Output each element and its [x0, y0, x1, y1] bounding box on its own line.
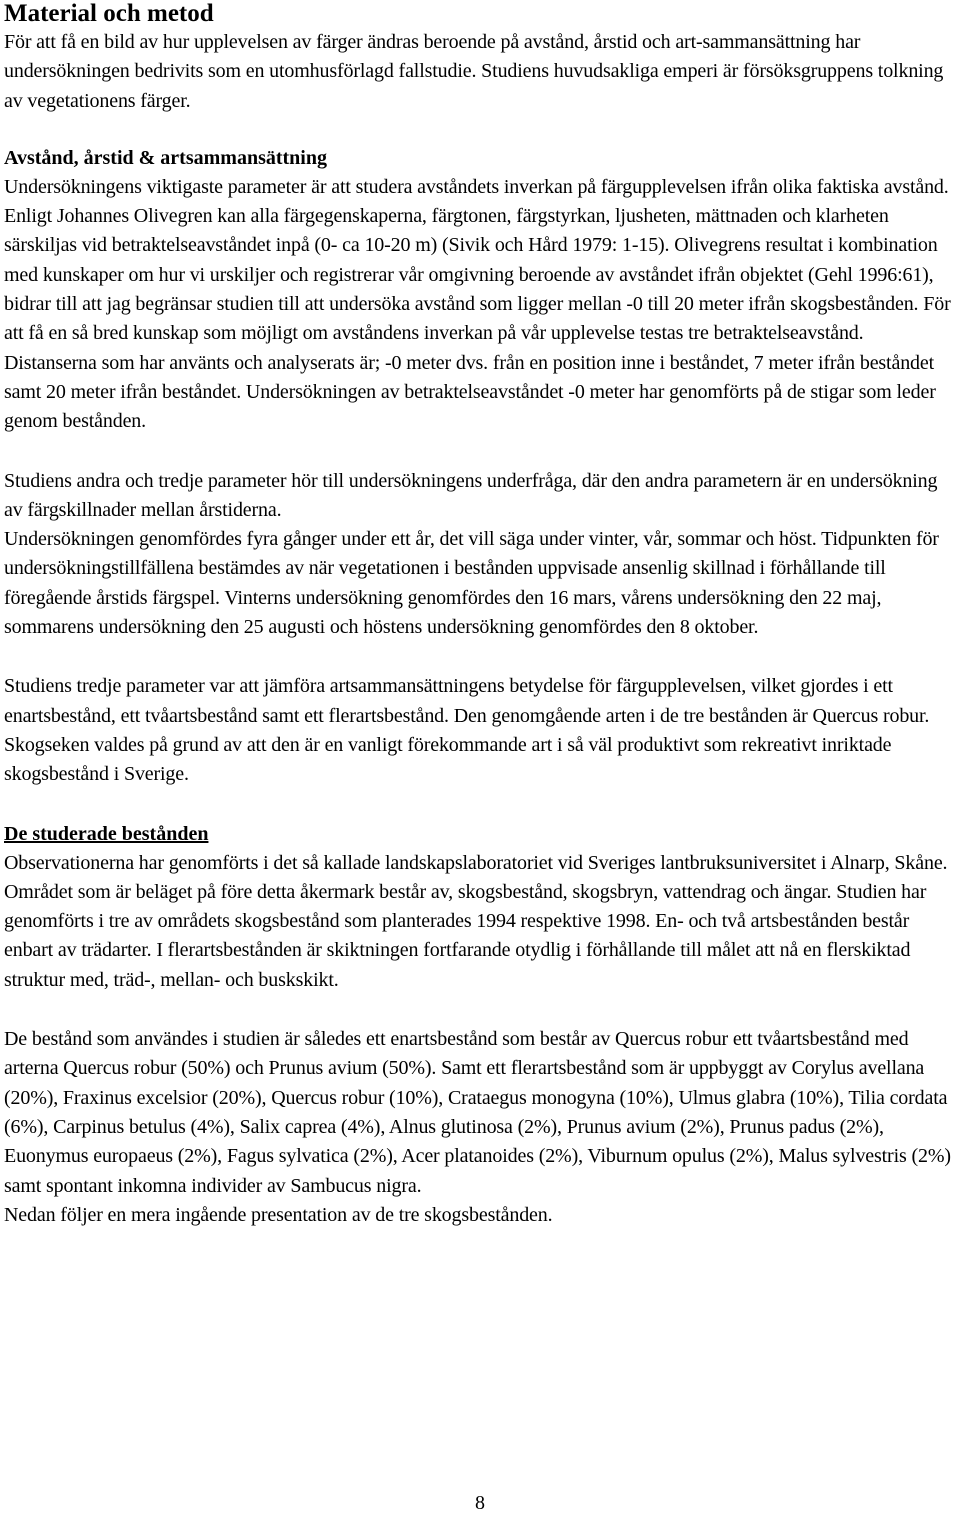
subsection-title-distance-season-composition: Avstånd, årstid & artsammansättning [4, 146, 327, 169]
species-paragraph: De bestånd som användes i studien är således ett enartsbestånd som består av Quercus robur ett tvåartsbestånd med arterna Quercus robur (50%) och Prunus avium (50%). Samt ett flerartsbestånd som är uppbyggt av Corylus avellana (20%), Fraxinus excelsior (20%), Quercus robur (10%), Crataegus monogyna (10%), Ulmus glabra (10%), Tilia cordata (6%), Carpinus betulus (4%), Salix caprea (4%), Alnus glutinosa (2%), Prunus avium (2%), Prunus padus (2%), Euonymus europaeus (2%), Fagus sylvatica (2%), Acer platanoides (2%), Viburnum opulus (2%), Malus sylvestris (2%) samt spontant inkomna individer av Sambucus nigra. [4, 1028, 951, 1197]
intro-paragraph: För att få en bild av hur upplevelsen av färger ändras beroende på avstånd, årstid och art-sammansättning har undersökningen bedrivits som en utomhusförlagd fallstudie. Studiens huvudsakliga emperi är försöksgruppens tolkning av vegetationens färger. [4, 31, 944, 112]
presentation-paragraph: Nedan följer en mera ingående presentation av de tre skogsbestånden. [4, 1203, 553, 1226]
stands-paragraph: Observationerna har genomförts i det så kallade landskapslaboratoriet vid Sveriges lantbruksuniversitet i Alnarp, Skåne. Området som är beläget på före detta åkermark består av, skogsbestånd, skogsbryn, vattendrag och ängar. Studien har genomförts i tre av områdets skogsbestånd som planterades 1994 respektive 1998. En- och två artsbestånden består enbart av trädarter. I flerartsbestånden är skiktningen fortfarande otydlig i förhållande till målet att nå en flerskiktad struktur med, träd-, mellan- och buskskikt. [4, 851, 948, 991]
subsection-title-studied-stands: De studerade bestånden [4, 822, 209, 845]
season-paragraph-intro: Studiens andra och tredje parameter hör till undersökningens underfråga, där den andra parametern är en undersökning av färgskillnader mellan årstiderna. [4, 469, 938, 521]
page-number: 8 [475, 1492, 485, 1514]
section-title: Material och metod [4, 0, 214, 27]
season-paragraph-details: Undersökningen genomfördes fyra gånger under ett år, det vill säga under vinter, vår, sommar och höst. Tidpunkten för undersökningstillfällena bestämdes av när vegetationen i bestånden uppvisade ansenlig skillnad i förhållande till föregående årstids färgspel. Vinterns undersökning genomfördes den 16 mars, vårens undersökning den 22 maj, sommarens undersökning den 25 augusti och höstens undersökning genomfördes den 8 oktober. [4, 528, 939, 639]
composition-paragraph: Studiens tredje parameter var att jämföra artsammansättningens betydelse för färgupplevelsen, vilket gjordes i ett enartsbestånd, ett tvåartsbestånd samt ett flerartsbestånd. Den genomgående arten i de tre bestånden är Quercus robur. Skogseken valdes på grund av att den är en vanligt förekommande art i så väl produktivt som rekreativt inriktade skogsbestånd i Sverige. [4, 675, 930, 786]
distance-paragraph: Undersökningens viktigaste parameter är att studera avståndets inverkan på färgupplevelsen ifrån olika faktiska avstånd. Enligt Johannes Olivegren kan alla färgegenskaperna, färgtonen, färgstyrkan, ljusheten, mättnaden och klarheten särskiljas vid betraktelseavståndet inpå (0- ca 10-20 m) (Sivik och Hård 1979: 1-15). Olivegrens resultat i kombination med kunskaper om hur vi urskiljer och registrerar vår omgivning beroende av avståndet ifrån objektet (Gehl 1996:61), bidrar till att jag begränsar studien till att undersöka avstånd som ligger mellan -0 till 20 meter ifrån skogsbestånden. För att få en så bred kunskap som möjligt om avståndens inverkan på vår upplevelse testas tre betraktelseavstånd. Distanserna som har använts och analyserats är; -0 meter dvs. från en position inne i beståndet, 7 meter ifrån beståndet samt 20 meter ifrån beståndet. Undersökningen av betraktelseavståndet -0 meter har genomförts på de stigar som leder genom bestånden. [4, 175, 951, 433]
document-page [4, 0, 956, 1230]
